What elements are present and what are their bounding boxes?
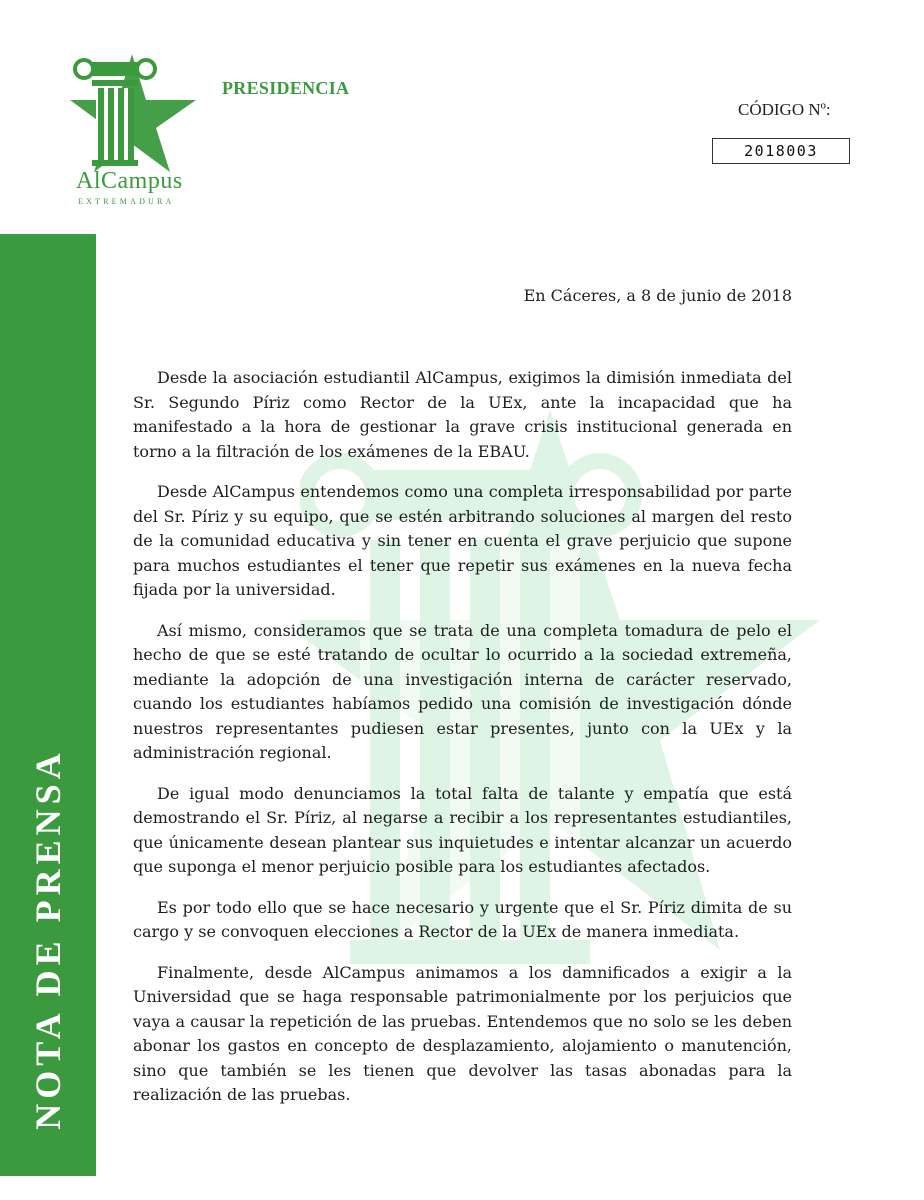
code-value-box: 2018003 <box>712 138 850 164</box>
paragraph: Finalmente, desde AlCampus animamos a los damnificados a exigir a la Universidad que se haga responsable patrimonialmente por los perjuicios que vaya a causar la repetición de las pruebas. Entendemos que no solo se les deben abonar los gastos en concepto de desplazamiento, alojamiento o manutención, sino que también se les tienen que devolver las tasas abonadas para la realización de las pruebas. <box>133 962 792 1104</box>
department-title: PRESIDENCIA <box>222 78 350 98</box>
paragraph: De igual modo denunciamos la total falta de talante y empatía que está demostrando el Sr. Píriz, al negarse a recibir a los representantes estudiantiles, que únicamente desean plantear sus inquietudes e intentar alcanzar un acuerdo que suponga el menor perjuicio posible para los estudiantes afectados. <box>133 783 792 876</box>
paragraph: Así mismo, consideramos que se trata de una completa tomadura de pelo el hecho de que se esté tratando de ocultar lo ocurrido a la sociedad extremeña, mediante la adopción de una investigación interna de carácter reservado, cuando los estudiantes habíamos pedido una comisión de investigación dónde nuestros representantes pudiesen estar presentes, junto con la UEx y la administración regional. <box>133 620 792 762</box>
paragraph: Es por todo ello que se hace necesario y urgente que el Sr. Píriz dimita de su cargo y se convoquen elecciones a Rector de la UEx de manera inmediata. <box>133 897 792 941</box>
letter-date: En Cáceres, a 8 de junio de 2018 <box>523 286 792 305</box>
letter-body <box>133 366 792 1124</box>
logo-name: AlCampus <box>76 168 183 194</box>
logo-subtitle: EXTREMADURA <box>78 197 175 206</box>
side-band <box>0 234 96 1176</box>
side-label: NOTA DE PRENSA <box>28 748 68 1130</box>
column-star-icon <box>70 48 210 178</box>
paragraph: Desde AlCampus entendemos como una completa irresponsabilidad por parte del Sr. Píriz y su equipo, que se estén arbitrando soluciones al margen del resto de la comunidad educativa y sin tener en cuenta el grave perjuicio que supone para muchos estudiantes el tener que repetir sus exámenes en la nueva fecha fijada por la universidad. <box>133 482 792 599</box>
alcampus-logo <box>70 48 210 218</box>
paragraph: Desde la asociación estudiantil AlCampus, exigimos la dimisión inmediata del Sr. Segundo Píriz como Rector de la UEx, ante la incapacidad que ha manifestado a la hora de gestionar la grave crisis institucional generada en torno a la filtración de los exámenes de la EBAU. <box>133 368 792 461</box>
code-label: CÓDIGO Nº: <box>738 100 831 119</box>
